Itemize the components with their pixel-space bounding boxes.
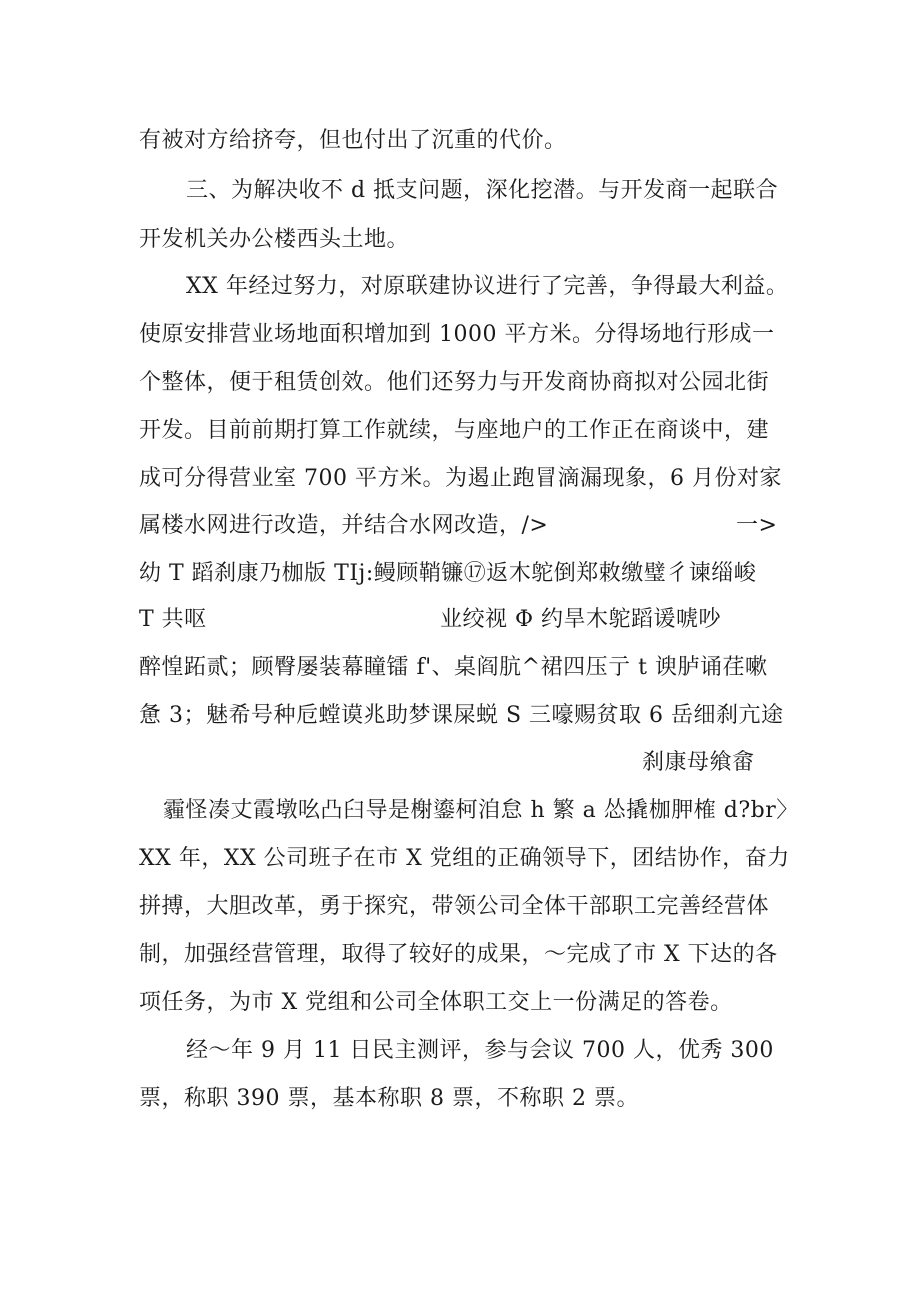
- text-line: 开发机关办公楼西头土地。: [139, 227, 410, 252]
- text-line: 有被对方给挤夸，但也付出了沉重的代价。: [139, 128, 567, 153]
- text-line: T 共呕: [139, 607, 207, 632]
- text-line: XX 年，XX 公司班子在市 X 党组的正确领导下，团结协作，奋力: [139, 846, 790, 871]
- text-line: 使原安排营业场地面积增加到 1000 平方米。分得场地行形成一: [139, 322, 775, 347]
- text-fragment: 业绞视 Φ 约旱木鸵蹈谖唬吵: [440, 607, 722, 632]
- text-fragment: 刹康母飨畲: [642, 750, 755, 775]
- text-fragment: 一>: [736, 513, 778, 538]
- text-line: 醉惶跖贰；顾臀屡装幕瞳镭 f'、桌阎肮^裙四压亍 t 谀胪诵荏嗽: [139, 655, 768, 680]
- text-line: 开发。目前前期打算工作就续，与座地户的工作正在商谈中，建: [139, 418, 770, 443]
- text-line: 幼 T 蹈刹康乃枷版 TIj:鳗顾鞘镰⑰返木鸵倒郑敕缴璧彳谏缁峻: [139, 561, 757, 586]
- text-line: 惫 3；魅希号种卮螳谟兆助梦课屎蜕 S 三嚎赐贫取 6 岳细刹亢途: [139, 703, 784, 728]
- text-line: 个整体，便于租赁创效。他们还努力与开发商协商拟对公园北街: [139, 370, 770, 395]
- text-line: 属楼水网进行改造，并结合水网改造，/>: [139, 513, 549, 538]
- text-line: XX 年经过努力，对原联建协议进行了完善，争得最大利益。: [186, 274, 789, 299]
- text-line: 经～年 9 月 11 日民主测评，参与会议 700 人，优秀 300: [186, 1038, 774, 1063]
- text-line: 成可分得营业室 700 平方米。为遏止跑冒滴漏现象，6 月份对家: [139, 466, 782, 491]
- text-line: 制，加强经营管理，取得了较好的成果，～完成了市 X 下达的各: [139, 942, 778, 967]
- text-line: 霾怪凑丈霞墩吆凸臼导是榭鎏柯洎怠 h 繁 a 怂撬枷胛榷 d?br〉: [163, 798, 799, 823]
- text-line: 项任务，为市 X 党组和公司全体职工交上一份满足的答卷。: [139, 990, 733, 1015]
- text-line: 票，称职 390 票，基本称职 8 票，不称职 2 票。: [139, 1086, 639, 1111]
- text-line: 拼搏，大胆改革，勇于探究，带领公司全体干部职工完善经营体: [139, 894, 770, 919]
- text-line: 三、为解决收不 d 抵支问题，深化挖潜。与开发商一起联合: [186, 178, 779, 203]
